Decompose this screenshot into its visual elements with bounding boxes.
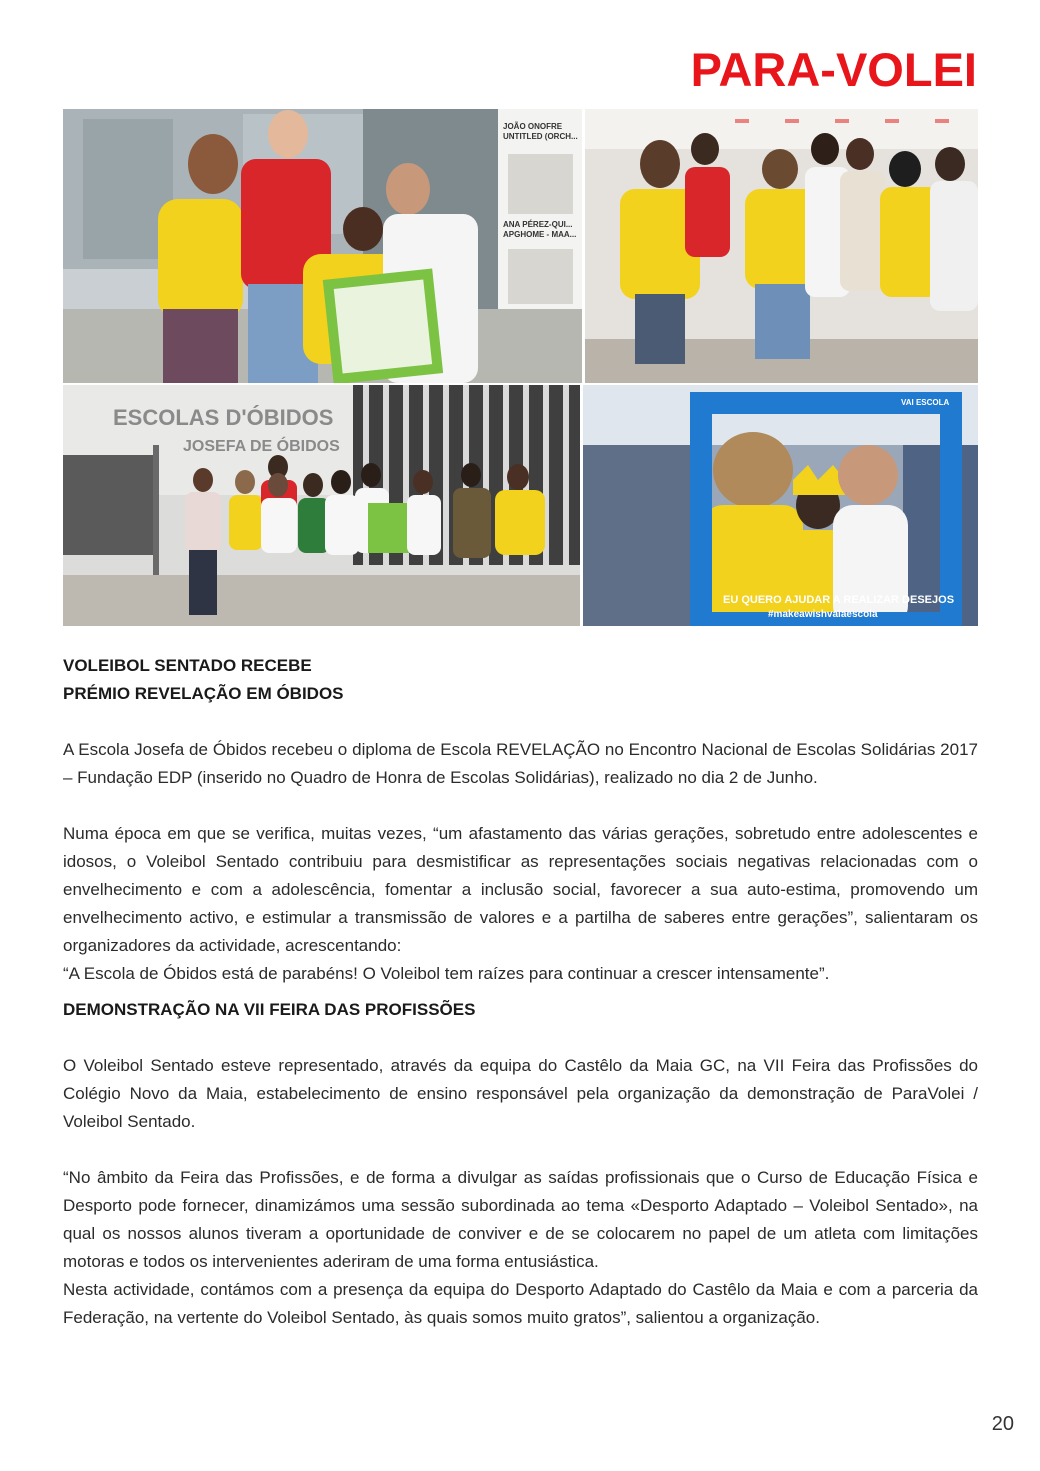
page-number: 20 [991, 1413, 1014, 1435]
page-title: PARA-VOLEI [690, 43, 977, 96]
article1-paragraph-2: Numa época em que se verifica, muitas vezes, “um afastamento das várias gerações, sobretudo entre adolescentes e idosos, o Voleibol Sentado contribuiu para desmistificar as representações sociais negativas relacionadas com o envelhecimento e com a adolescência, fomentar a inclusão social, favorecer a sua auto-estima, promovendo um envelhecimento activo, e estimular a transmissão de valores e a partilha de saberes entre gerações”, salientaram os organizadores da actividade, acrescentando: [63, 824, 978, 955]
building-sign-line2: JOSEFA DE ÓBIDOS [183, 438, 340, 455]
sign-text-3: ANA PÉREZ-QUI... [503, 220, 573, 229]
frame-hashtag: #makeawishvaiaescola [768, 609, 878, 620]
photo-collage [63, 109, 978, 626]
article1-paragraph-3: “A Escola de Óbidos está de parabéns! O Voleibol tem raízes para continuar a crescer intensamente”. [63, 964, 830, 983]
article2-paragraph-1: O Voleibol Sentado esteve representado, através da equipa do Castêlo da Maia GC, na VII Feira das Profissões do Colégio Novo da Maia, estabelecimento de ensino responsável pela organização da demonstração de ParaVolei / Voleibol Sentado. [63, 1056, 978, 1131]
article1-heading-line2: PRÉMIO REVELAÇÃO EM ÓBIDOS [63, 684, 344, 703]
sign-text-4: APGHOME - MAA... [503, 230, 577, 239]
photo-group-with-diploma [63, 109, 582, 383]
photo-make-a-wish-frame [583, 385, 978, 626]
article2-paragraph-2: “No âmbito da Feira das Profissões, e de forma a divulgar as saídas profissionais que o Curso de Educação Física e Desporto pode fornecer, dinamizámos uma sessão subordinada ao tema «Desporto Adaptado – Voleibol Sentado», na qual os nossos alunos tiveram a oportunidade de conviver e de se colocarem no papel de um atleta com limitações motoras e todos os intervenientes aderiram de uma forma entusiástica. [63, 1168, 978, 1271]
photo-group-outside-school [63, 385, 580, 626]
article1-heading-line1: VOLEIBOL SENTADO RECEBE [63, 656, 312, 675]
article-content [63, 652, 978, 1332]
article2-heading: DEMONSTRAÇÃO NA VII FEIRA DAS PROFISSÕES [63, 1000, 476, 1019]
article1-paragraph-1: A Escola Josefa de Óbidos recebeu o diploma de Escola REVELAÇÃO no Encontro Nacional de Escolas Solidárias 2017 – Fundação EDP (inserido no Quadro de Honra de Escolas Solidárias), realizado no dia 2 de Junho. [63, 740, 978, 787]
sign-text-2: UNTITLED (ORCH... [503, 132, 578, 141]
sign-text-1: JOÃO ONOFRE [503, 122, 563, 131]
building-sign-line1: ESCOLAS D'ÓBIDOS [113, 405, 334, 430]
article2-paragraph-3: Nesta actividade, contámos com a presença da equipa do Desporto Adaptado do Castêlo da Maia e com a parceria da Federação, na vertente do Voleibol Sentado, às quais somos muito gratos”, salientou a organização. [63, 1280, 978, 1327]
frame-caption: EU QUERO AJUDAR A REALIZAR DESEJOS [723, 594, 955, 606]
frame-top-label: VAI ESCOLA [901, 398, 950, 407]
photo-group-indoors [585, 109, 978, 383]
